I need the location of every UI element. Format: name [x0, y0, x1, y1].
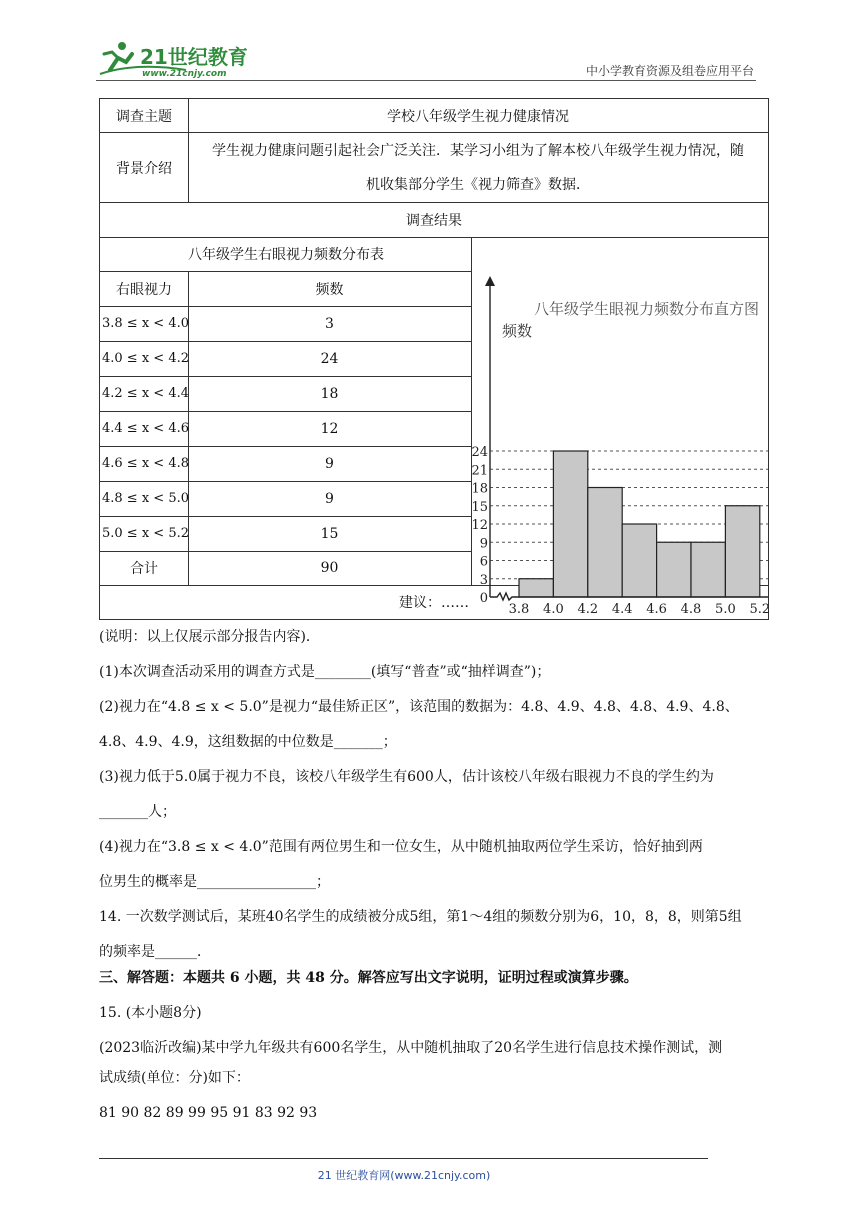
histogram-bar	[588, 488, 622, 598]
question-15-scores: 81 90 82 89 99 95 91 83 92 93	[99, 1105, 318, 1121]
histogram-bar	[553, 451, 587, 597]
y-tick-label: 15	[471, 499, 488, 515]
x-tick-label: 5.0	[715, 602, 736, 617]
freq-cell: 24	[320, 350, 339, 367]
suggestion-text: 建议：……	[399, 595, 469, 611]
question-2-line-2: 4.8、4.9、4.9，这组数据的中位数是_______；	[99, 734, 397, 750]
range-cell: 4.0 ≤ x < 4.2	[102, 351, 189, 366]
question-3-line-1: (3)视力低于5.0属于视力不良，该校八年级学生有600人，估计该校八年级右眼视力不良的学生约为	[99, 769, 714, 785]
question-2-line-1: (2)视力在“4.8 ≤ x < 5.0”是视力“最佳矫正区”，该范围的数据为：4.8、4.9、4.8、4.8、4.9、4.8、	[99, 699, 739, 715]
histogram-bar	[657, 542, 691, 597]
chart-title: 八年级学生眼视力频数分布直方图	[534, 300, 760, 318]
y-tick-label: 0	[479, 591, 488, 606]
range-cell: 4.6 ≤ x < 4.8	[102, 456, 189, 471]
y-tick-label: 18	[471, 481, 488, 497]
histogram-bar	[519, 579, 553, 597]
svg-text:www.21cnjy.com: www.21cnjy.com	[142, 69, 227, 79]
platform-tagline: 中小学教育资源及组卷应用平台	[585, 64, 754, 78]
question-15-heading: 15. (本小题8分)	[99, 1005, 202, 1021]
y-tick-label: 9	[479, 536, 488, 552]
x-tick-label: 4.0	[543, 602, 564, 617]
x-tick-label: 4.4	[611, 602, 633, 617]
x-tick-label: 4.8	[680, 602, 702, 617]
x-tick-label: 5.2	[749, 602, 771, 617]
chart-y-axis-label: 频数	[502, 322, 533, 340]
freq-cell: 3	[325, 315, 334, 332]
freq-cell: 9	[325, 455, 334, 472]
header-divider	[96, 80, 756, 81]
range-cell: 4.2 ≤ x < 4.4	[102, 386, 189, 401]
topic-value: 学校八年级学生视力健康情况	[387, 109, 569, 125]
histogram-bar	[622, 524, 656, 597]
freq-cell: 18	[320, 385, 339, 402]
chart-bars	[519, 451, 760, 597]
runner-logo-icon	[96, 40, 266, 80]
svg-text:21世纪教育: 21世纪教育	[140, 45, 248, 69]
question-15-line-2: 试成绩(单位：分)如下：	[99, 1070, 250, 1086]
freq-cell: 15	[320, 525, 339, 542]
question-4-line-2: 位男生的概率是_________________；	[99, 874, 330, 890]
row-label-background: 背景介绍	[116, 161, 172, 177]
total-label: 合计	[130, 561, 158, 577]
background-text	[188, 133, 768, 203]
chart-y-ticks	[471, 445, 488, 606]
question-14-line-1: 14. 一次数学测试后，某班40名学生的成绩被分成5组，第1～4组的频数分别为6，10，8，8，则第5组	[99, 909, 742, 925]
question-4-line-1: (4)视力在“3.8 ≤ x < 4.0”范围有两位男生和一位女生，从中随机抽取两位学生采访，恰好抽到两	[99, 839, 703, 855]
question-15-line-1: (2023临沂改编)某中学九年级共有600名学生，从中随机抽取了20名学生进行信息技术操作测试，测	[99, 1040, 723, 1056]
x-tick-label: 4.2	[577, 602, 599, 617]
range-cell: 4.8 ≤ x < 5.0	[102, 491, 189, 506]
x-tick-label: 4.6	[646, 602, 667, 617]
footer-divider	[99, 1158, 708, 1159]
total-value: 90	[320, 560, 339, 576]
results-label: 调查结果	[406, 213, 462, 229]
range-cell: 5.0 ≤ x < 5.2	[102, 526, 189, 541]
y-axis-arrow-icon	[485, 276, 495, 286]
y-tick-label: 24	[471, 445, 488, 460]
question-1: (1)本次调查活动采用的调查方式是________(填写“普查”或“抽样调查”)；	[99, 664, 551, 680]
section-3-heading: 三、解答题：本题共 6 小题，共 48 分。解答应写出文字说明，证明过程或演算步骤。	[99, 970, 638, 986]
y-tick-label: 3	[479, 572, 488, 588]
range-cell: 3.8 ≤ x < 4.0	[102, 316, 189, 331]
footer-site: 21 世纪教育网(www.21cnjy.com)	[317, 1169, 491, 1182]
freq-cell: 12	[320, 420, 339, 437]
freq-table-title: 八年级学生右眼视力频数分布表	[188, 247, 384, 263]
y-tick-label: 6	[479, 554, 488, 570]
row-label-topic: 调查主题	[116, 109, 172, 125]
question-14-line-2: 的频率是______．	[99, 944, 211, 960]
histogram-bar	[725, 506, 759, 597]
background-line-1: 学生视力健康问题引起社会广泛关注．某学习小组为了解本校八年级学生视力情况，随	[212, 143, 744, 159]
col-header-frequency: 频数	[315, 281, 344, 298]
x-tick-label: 3.8	[508, 602, 530, 617]
freq-cell: 9	[325, 490, 334, 507]
histogram-chart	[471, 238, 771, 617]
y-tick-label: 12	[471, 518, 488, 533]
range-cell: 4.4 ≤ x < 4.6	[102, 421, 189, 436]
histogram-bar	[691, 542, 725, 597]
question-3-line-2: _______人；	[99, 804, 176, 820]
y-tick-label: 21	[471, 463, 488, 479]
background-line-2: 机收集部分学生《视力筛查》数据．	[366, 177, 590, 193]
survey-table	[99, 98, 769, 620]
site-logo	[96, 40, 266, 80]
report-note: (说明：以上仅展示部分报告内容)．	[99, 629, 320, 645]
col-header-vision: 右眼视力	[116, 281, 172, 298]
